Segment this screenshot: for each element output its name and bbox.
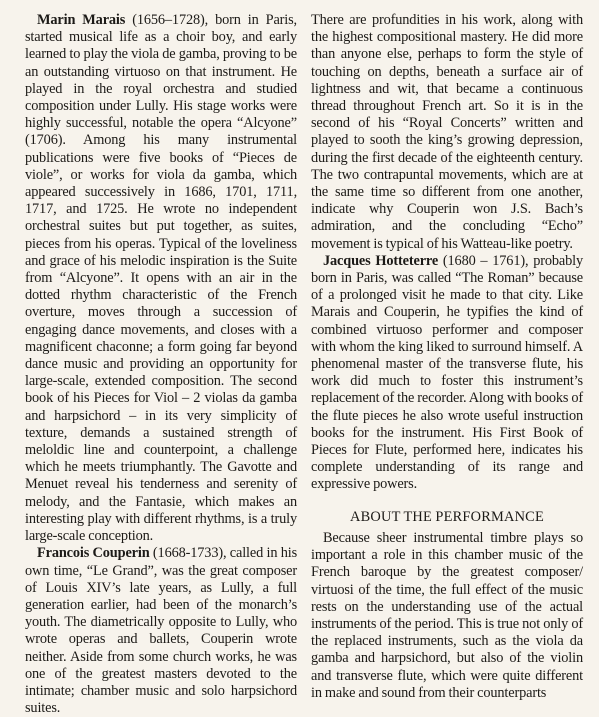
couperin-paragraph [25, 545, 297, 717]
hotteterre-text: (1680 – 1761), probably born in Paris, was called “The Roman” because of a prolonged visit he made to that city. Like Marais and Couperin, he typifies the kind of combined virtuoso performer and composer with whom the king liked to surround himself. A phenomenal master of the transverse flute, his work did much to foster this instrument’s replacement of the recorder. Along with books of the flute pieces he also wrote useful instruction books for the instrument. His First Book of Pieces for Flute, performed here, indicates his complete understanding of its range and expressive powers. [311, 252, 584, 493]
right-column [311, 12, 583, 702]
marais-text: (1656–1728), born in Paris, started musical life as a choir boy, and early learned to play the viola de gamba, proving to be an outstanding virtuoso on that instrument. He played in the royal orchestra and studied composition under Lully. His stage works were highly successful, notable the opera “Alcyone” (1706). Among his many instrumental publications were five books of “Pieces de viole”, or works for viola da gamba, which appeared successively in 1686, 1701, 1711, 1717, and 1725. He wrote no independent orchestral suites but put together, as suites, pieces from his operas. Typical of the loveliness and grace of his melodic inspiration is the Suite from “Alcyone”. It opens with an air in the dotted rhythm characteristic of the French overture, moves through a succession of engaging dance movements, and closes with a magnificent chaconne; a form going far beyond dance music and providing an opportunity for large-scale, extended composition. The second book of his Pieces for Viol – 2 violas da gamba and harpsichord – in its very simplicity of texture, demands a sustained strength of meloldic line and counterpoint, a challenge which he meets triumphantly. The Gavotte and Menuet reveal his tenderness and serenity of melody, and the Fantasie, which makes an interesting play with different rhythms, is a truly large-scale conception. [25, 12, 297, 545]
hotteterre-paragraph [311, 253, 583, 494]
composer-name-couperin: Francois Couperin [37, 545, 150, 562]
marais-paragraph [25, 12, 297, 545]
composer-name-hotteterre: Jacques Hotteterre [323, 252, 439, 269]
composer-name-marais: Marin Marais [37, 12, 126, 28]
couperin-continued-paragraph: There are profundities in his work, along with the highest compositional mastery. He did more than anyone else, perhaps to form the style of touching on depths, beneath a surface air of lightness and wit, that became a continuous thread throughout French art. So it is in the second of his “Royal Concerts” written and played to sooth the king’s growing depression, during the first decade of the eighteenth century. The two contrapuntal movements, which are at the same time so different from one another, indicate why Couperin won J.S. Bach’s admiration, and the concluding “Echo” movement is typical of his Watteau-like poetry. [311, 12, 583, 252]
performance-paragraph: Because sheer instrumental timbre plays so important a role in this chamber music of the French baroque by the greatest composer/ virtuosi of the time, the full effect of the music rests on the understanding use of the actual instruments of the period. This is true not only of the replaced instruments, such as the viola da gamba and harpsichord, but also of the violin and transverse flute, which were quite different in make and sound from their counterparts [311, 529, 583, 701]
left-column [25, 12, 297, 717]
performance-heading: ABOUT THE PERFORMANCE [350, 508, 544, 525]
couperin-text: (1668-1733), called in his own time, “Le Grand”, was the great composer of Louis XIV’s late years, as Lully, a full generation earlier, had been of the monarch’s youth. The diametrically opposite to Lully, who wrote operas and ballets, Couperin wrote neither. Aside from some church works, he was one of the greatest masters devoted to the intimate; chamber music and solo harpsichord suites. [25, 545, 298, 717]
